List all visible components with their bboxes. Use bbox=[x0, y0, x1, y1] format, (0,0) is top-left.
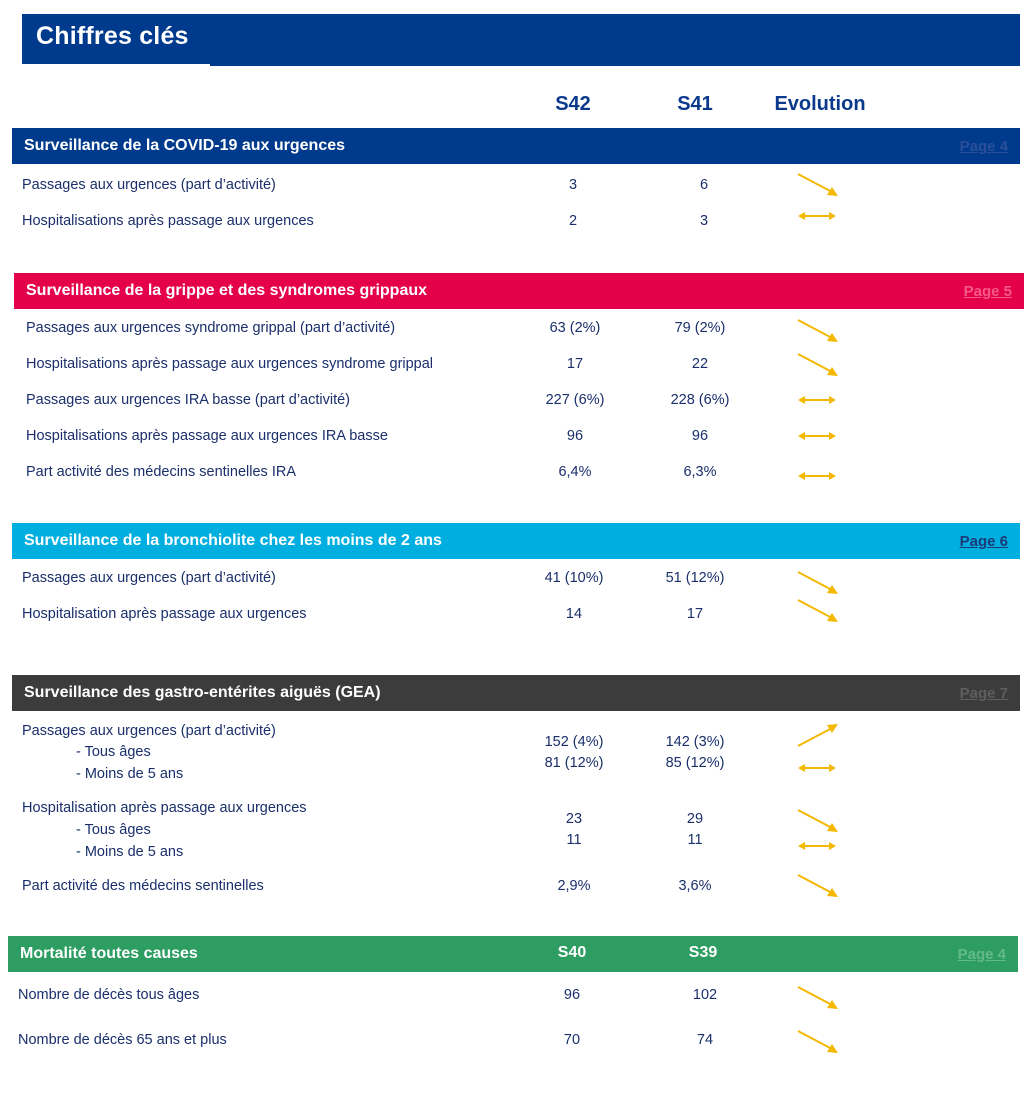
gea-sub-current: 81 (12%) bbox=[544, 755, 604, 771]
grippe-row-current: 17 bbox=[566, 356, 584, 372]
trend-stable-icon bbox=[794, 421, 842, 451]
mortalite-row-previous: 102 bbox=[692, 987, 718, 1003]
grippe-row-current: 6,4% bbox=[558, 464, 592, 480]
covid-row-previous: 3 bbox=[699, 213, 709, 229]
section-covid-header bbox=[12, 128, 1020, 164]
bronchio-row-label: Passages aux urgences (part d’activité) bbox=[22, 570, 276, 586]
section-gea-title: Surveillance des gastro-entérites aiguës (GEA) bbox=[24, 684, 381, 701]
gea-group-label: Hospitalisation après passage aux urgences bbox=[22, 800, 307, 816]
section-gea-page-link[interactable]: Page 7 bbox=[959, 685, 1008, 702]
gea-sub-label: - Tous âges bbox=[76, 822, 151, 838]
bronchio-row-previous: 17 bbox=[686, 606, 704, 622]
bronchio-row-previous: 51 (12%) bbox=[665, 570, 725, 586]
section-bronchio-header bbox=[12, 523, 1020, 559]
trend-down-icon bbox=[794, 316, 842, 346]
gea-sub-current: 152 (4%) bbox=[544, 734, 604, 750]
bronchio-row-current: 41 (10%) bbox=[544, 570, 604, 586]
covid-row-label: Passages aux urgences (part d’activité) bbox=[22, 177, 276, 193]
trend-up-icon bbox=[794, 720, 842, 750]
mortalite-row-current: 70 bbox=[563, 1032, 581, 1048]
gea-sub-label: - Tous âges bbox=[76, 744, 151, 760]
grippe-row-previous: 22 bbox=[691, 356, 709, 372]
section-covid-title: Surveillance de la COVID-19 aux urgences bbox=[24, 137, 346, 154]
trend-stable-icon bbox=[794, 385, 842, 415]
trend-down-icon bbox=[794, 596, 842, 626]
section-grippe-title: Surveillance de la grippe et des syndromes grippaux bbox=[26, 282, 428, 299]
grippe-row-label: Hospitalisations après passage aux urgences syndrome grippal bbox=[26, 356, 434, 372]
mortalite-row-current: 96 bbox=[563, 987, 581, 1003]
gea-sub-label: - Moins de 5 ans bbox=[76, 766, 184, 782]
trend-stable-icon bbox=[794, 201, 842, 231]
section-bronchio-page-link[interactable]: Page 6 bbox=[959, 533, 1008, 550]
gea-sub-previous: 11 bbox=[687, 832, 703, 848]
trend-down-icon bbox=[794, 170, 842, 200]
grippe-row-label: Part activité des médecins sentinelles IRA bbox=[26, 464, 296, 480]
gea-sub-current: 23 bbox=[565, 811, 583, 827]
grippe-row-current: 227 (6%) bbox=[545, 392, 605, 408]
mortalite-row-label: Nombre de décès tous âges bbox=[18, 987, 200, 1003]
mortalite-row-label: Nombre de décès 65 ans et plus bbox=[18, 1032, 227, 1048]
grippe-row-previous: 228 (6%) bbox=[670, 392, 730, 408]
gea-sub-current: 11 bbox=[566, 832, 582, 848]
grippe-row-previous: 6,3% bbox=[683, 464, 717, 480]
bronchio-row-label: Hospitalisation après passage aux urgences bbox=[22, 606, 307, 622]
covid-row-current: 2 bbox=[568, 213, 578, 229]
grippe-row-current: 96 bbox=[566, 428, 584, 444]
covid-row-previous: 6 bbox=[699, 177, 709, 193]
section-mortalite-page-link[interactable]: Page 4 bbox=[957, 946, 1006, 963]
trend-down-icon bbox=[794, 350, 842, 380]
grippe-row-label: Passages aux urgences syndrome grippal (part d’activité) bbox=[26, 320, 396, 336]
bronchio-row-current: 14 bbox=[565, 606, 583, 622]
trend-down-icon bbox=[794, 568, 842, 598]
section-mortalite-title: Mortalité toutes causes bbox=[20, 945, 198, 962]
section-grippe-page-link[interactable]: Page 5 bbox=[963, 283, 1012, 300]
covid-row-label: Hospitalisations après passage aux urgences bbox=[22, 213, 314, 229]
section-grippe-header bbox=[14, 273, 1024, 309]
gea-sub-previous: 29 bbox=[686, 811, 704, 827]
gea-sub-label: - Moins de 5 ans bbox=[76, 844, 184, 860]
column-header-current: S42 bbox=[555, 93, 591, 115]
mortalite-row-previous: 74 bbox=[696, 1032, 714, 1048]
gea-sub-previous: 85 (12%) bbox=[665, 755, 725, 771]
gea-row-previous: 3,6% bbox=[678, 878, 712, 894]
section-bronchio-title: Surveillance de la bronchiolite chez les moins de 2 ans bbox=[24, 532, 442, 549]
column-header-evolution: Evolution bbox=[774, 93, 866, 115]
page-title: Chiffres clés bbox=[36, 22, 189, 50]
title-underline bbox=[22, 64, 210, 68]
grippe-row-label: Passages aux urgences IRA basse (part d’activité) bbox=[26, 392, 350, 408]
gea-group-label: Passages aux urgences (part d’activité) bbox=[22, 723, 276, 739]
covid-row-current: 3 bbox=[568, 177, 578, 193]
grippe-row-previous: 96 bbox=[691, 428, 709, 444]
section-gea-header bbox=[12, 675, 1020, 711]
section-mortalite-header bbox=[8, 936, 1018, 972]
gea-row-label: Part activité des médecins sentinelles bbox=[22, 878, 264, 894]
section-covid-page-link[interactable]: Page 4 bbox=[959, 138, 1008, 155]
trend-down-icon bbox=[794, 871, 842, 901]
trend-down-icon bbox=[794, 983, 842, 1013]
mortalite-col-current: S40 bbox=[557, 944, 587, 961]
trend-down-icon bbox=[794, 1027, 842, 1057]
grippe-row-current: 63 (2%) bbox=[549, 320, 601, 336]
gea-row-current: 2,9% bbox=[557, 878, 591, 894]
column-header-previous: S41 bbox=[677, 93, 713, 115]
grippe-row-previous: 79 (2%) bbox=[674, 320, 726, 336]
gea-sub-previous: 142 (3%) bbox=[665, 734, 725, 750]
trend-stable-icon bbox=[794, 753, 842, 783]
grippe-row-label: Hospitalisations après passage aux urgences IRA basse bbox=[26, 428, 388, 444]
trend-stable-icon bbox=[794, 461, 842, 491]
trend-stable-icon bbox=[794, 831, 842, 861]
mortalite-col-previous: S39 bbox=[688, 944, 718, 961]
